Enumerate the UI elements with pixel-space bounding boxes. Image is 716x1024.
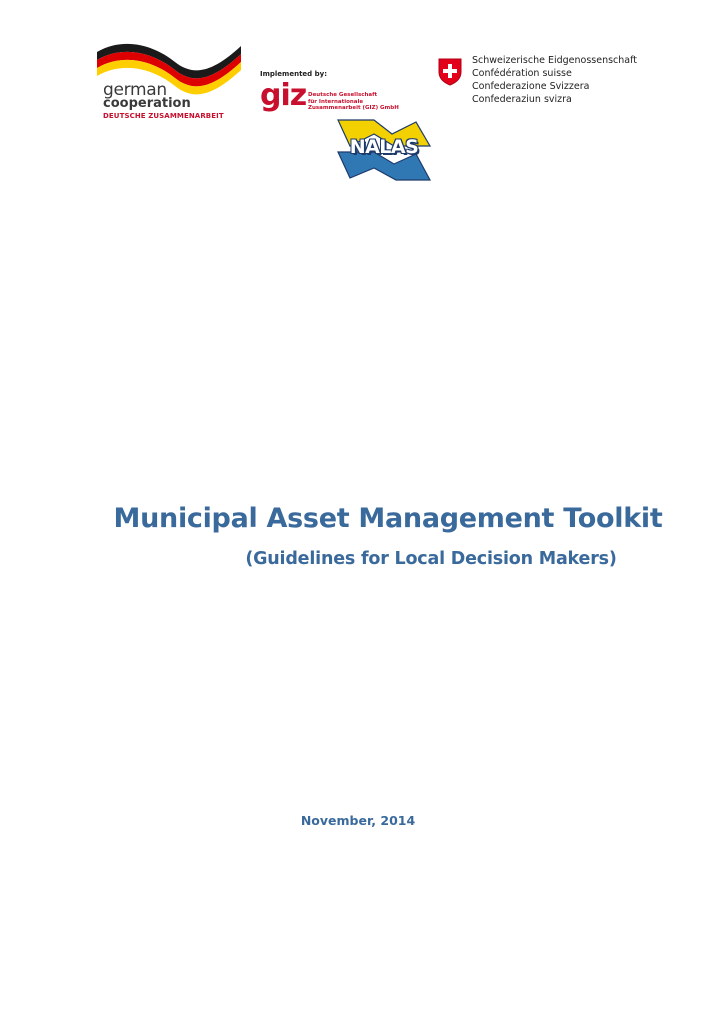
swiss-name-line: Confédération suisse: [472, 68, 572, 79]
german-cooperation-line1: german: [103, 80, 167, 100]
implemented-by-label: Implemented by:: [260, 70, 327, 78]
nalas-logo: [334, 116, 434, 182]
giz-logo: [260, 70, 400, 120]
nalas-wordmark: NALAS: [349, 136, 419, 158]
german-cooperation-line3: DEUTSCHE ZUSAMMENARBEIT: [103, 112, 224, 120]
swiss-name-line: Confederaziun svizra: [472, 94, 572, 105]
swiss-name-line: Confederazione Svizzera: [472, 81, 590, 92]
document-date: November, 2014: [300, 813, 416, 828]
giz-name-line: Deutsche Gesellschaft: [308, 92, 378, 98]
swiss-confederation-logo: [436, 54, 636, 110]
giz-name-lines: [308, 92, 399, 112]
swiss-name-line: Schweizerische Eidgenossenschaft: [472, 55, 638, 66]
giz-name-line: für Internationale: [308, 98, 364, 105]
german-cooperation-logo: [95, 40, 245, 120]
swiss-shield-icon: [438, 58, 462, 86]
swiss-name-lines: [472, 54, 637, 106]
german-cooperation-line2: cooperation: [103, 96, 191, 111]
document-title: Municipal Asset Management Toolkit: [113, 503, 663, 534]
giz-wordmark: giz: [260, 78, 307, 113]
giz-name-line: Zusammenarbeit (GIZ) GmbH: [308, 105, 399, 111]
document-subtitle: (Guidelines for Local Decision Makers): [245, 549, 617, 569]
